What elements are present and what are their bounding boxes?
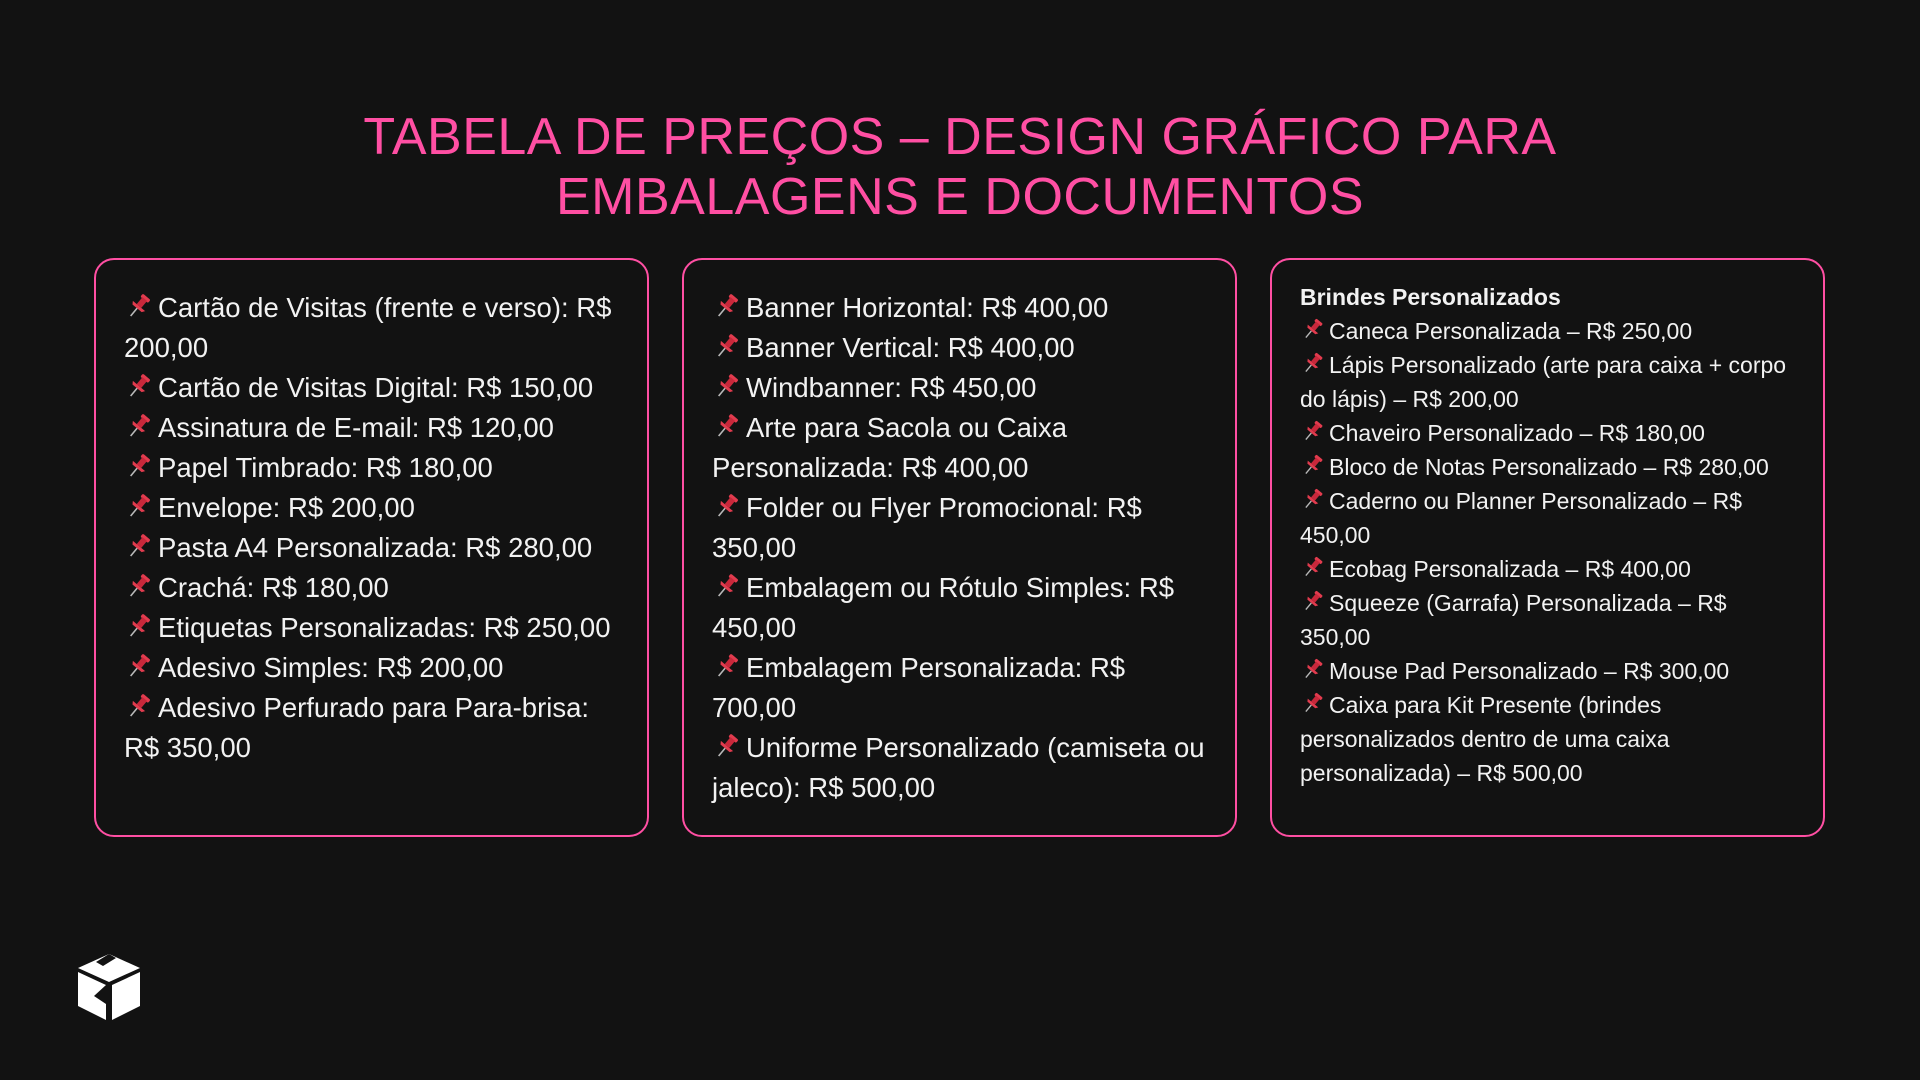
list-item	[712, 728, 1207, 808]
list-item-text: Envelope: R$ 200,00	[158, 492, 415, 523]
list-item-text: Squeeze (Garrafa) Personalizada – R$ 350,00	[1300, 590, 1727, 650]
list-item-text: Assinatura de E-mail: R$ 120,00	[158, 412, 554, 443]
pushpin-icon	[124, 412, 154, 440]
list-item	[124, 608, 619, 648]
list-item-text: Pasta A4 Personalizada: R$ 280,00	[158, 532, 593, 563]
list-item-text: Lápis Personalizado (arte para caixa + corpo do lápis) – R$ 200,00	[1300, 352, 1787, 412]
page-title-line-2: EMBALAGENS E DOCUMENTOS	[555, 167, 1365, 226]
list-item	[712, 488, 1207, 568]
list-item	[1300, 552, 1795, 586]
list-item	[124, 288, 619, 368]
list-item	[124, 368, 619, 408]
list-item	[1300, 416, 1795, 450]
list-item-text: Etiquetas Personalizadas: R$ 250,00	[158, 612, 611, 643]
pushpin-icon	[124, 532, 154, 560]
list-item-text: Mouse Pad Personalizado – R$ 300,00	[1329, 658, 1730, 684]
pushpin-icon	[124, 572, 154, 600]
pushpin-icon	[1300, 589, 1326, 613]
pushpin-icon	[124, 452, 154, 480]
list-item-text: Caixa para Kit Presente (brindes personalizados dentro de uma caixa personalizada) – R$ 500,00	[1300, 692, 1670, 786]
list-item	[124, 528, 619, 568]
list-item	[1300, 654, 1795, 688]
pushpin-icon	[712, 572, 742, 600]
list-item-text: Caneca Personalizada – R$ 250,00	[1329, 318, 1693, 344]
pushpin-icon	[124, 492, 154, 520]
list-item-text: Adesivo Simples: R$ 200,00	[158, 652, 504, 683]
pushpin-icon	[1300, 453, 1326, 477]
list-item-text: Folder ou Flyer Promocional: R$ 350,00	[712, 492, 1142, 563]
list-item-text: Cartão de Visitas Digital: R$ 150,00	[158, 372, 594, 403]
list-item	[712, 408, 1207, 488]
card-heading: Brindes Personalizados	[1300, 284, 1561, 310]
list-item-text: Crachá: R$ 180,00	[158, 572, 389, 603]
pushpin-icon	[1300, 351, 1326, 375]
price-card-gifts	[1270, 258, 1825, 837]
pushpin-icon	[1300, 419, 1326, 443]
page-title-line-1: TABELA DE PREÇOS – DESIGN GRÁFICO PARA	[363, 107, 1557, 166]
list-item	[1300, 450, 1795, 484]
list-item-text: Uniforme Personalizado (camiseta ou jaleco): R$ 500,00	[712, 732, 1205, 803]
price-list	[712, 288, 1207, 808]
pushpin-icon	[1300, 317, 1326, 341]
list-item-text: Embalagem ou Rótulo Simples: R$ 450,00	[712, 572, 1174, 643]
list-item-text: Banner Vertical: R$ 400,00	[746, 332, 1075, 363]
list-item-text: Arte para Sacola ou Caixa Personalizada: R$ 400,00	[712, 412, 1068, 483]
list-item	[124, 648, 619, 688]
pushpin-icon	[712, 412, 742, 440]
list-item	[124, 408, 619, 448]
pushpin-icon	[124, 652, 154, 680]
list-item	[1300, 314, 1795, 348]
list-item	[712, 368, 1207, 408]
pushpin-icon	[712, 492, 742, 520]
list-item	[124, 488, 619, 528]
list-item	[1300, 688, 1795, 790]
list-item-text: Papel Timbrado: R$ 180,00	[158, 452, 493, 483]
list-item	[1300, 348, 1795, 416]
list-item-text: Caderno ou Planner Personalizado – R$ 450,00	[1300, 488, 1742, 548]
pushpin-icon	[712, 732, 742, 760]
list-item	[712, 568, 1207, 648]
list-item-text: Embalagem Personalizada: R$ 700,00	[712, 652, 1126, 723]
list-item-text: Bloco de Notas Personalizado – R$ 280,00	[1329, 454, 1769, 480]
list-item	[712, 288, 1207, 328]
pushpin-icon	[712, 652, 742, 680]
pushpin-icon	[1300, 487, 1326, 511]
pushpin-icon	[124, 692, 154, 720]
pushpin-icon	[712, 372, 742, 400]
list-item-text: Ecobag Personalizada – R$ 400,00	[1329, 556, 1691, 582]
price-card-documents	[94, 258, 649, 837]
price-list	[124, 288, 619, 768]
page-title	[0, 107, 1920, 227]
price-list	[1300, 314, 1795, 790]
pushpin-icon	[1300, 657, 1326, 681]
price-card-marketing	[682, 258, 1237, 837]
pushpin-icon	[1300, 555, 1326, 579]
pushpin-icon	[124, 372, 154, 400]
list-item	[124, 448, 619, 488]
pushpin-icon	[712, 332, 742, 360]
list-item	[1300, 586, 1795, 654]
cube-logo-icon	[76, 952, 142, 1022]
list-item-text: Banner Horizontal: R$ 400,00	[746, 292, 1109, 323]
pushpin-icon	[712, 292, 742, 320]
list-item	[712, 328, 1207, 368]
list-item-text: Windbanner: R$ 450,00	[746, 372, 1037, 403]
pushpin-icon	[124, 612, 154, 640]
list-item	[1300, 484, 1795, 552]
list-item-text: Adesivo Perfurado para Para-brisa: R$ 350,00	[124, 692, 590, 763]
list-item	[124, 688, 619, 768]
list-item	[124, 568, 619, 608]
list-item-text: Cartão de Visitas (frente e verso): R$ 200,00	[124, 292, 612, 363]
pushpin-icon	[1300, 691, 1326, 715]
list-item-text: Chaveiro Personalizado – R$ 180,00	[1329, 420, 1705, 446]
list-item	[712, 648, 1207, 728]
pushpin-icon	[124, 292, 154, 320]
